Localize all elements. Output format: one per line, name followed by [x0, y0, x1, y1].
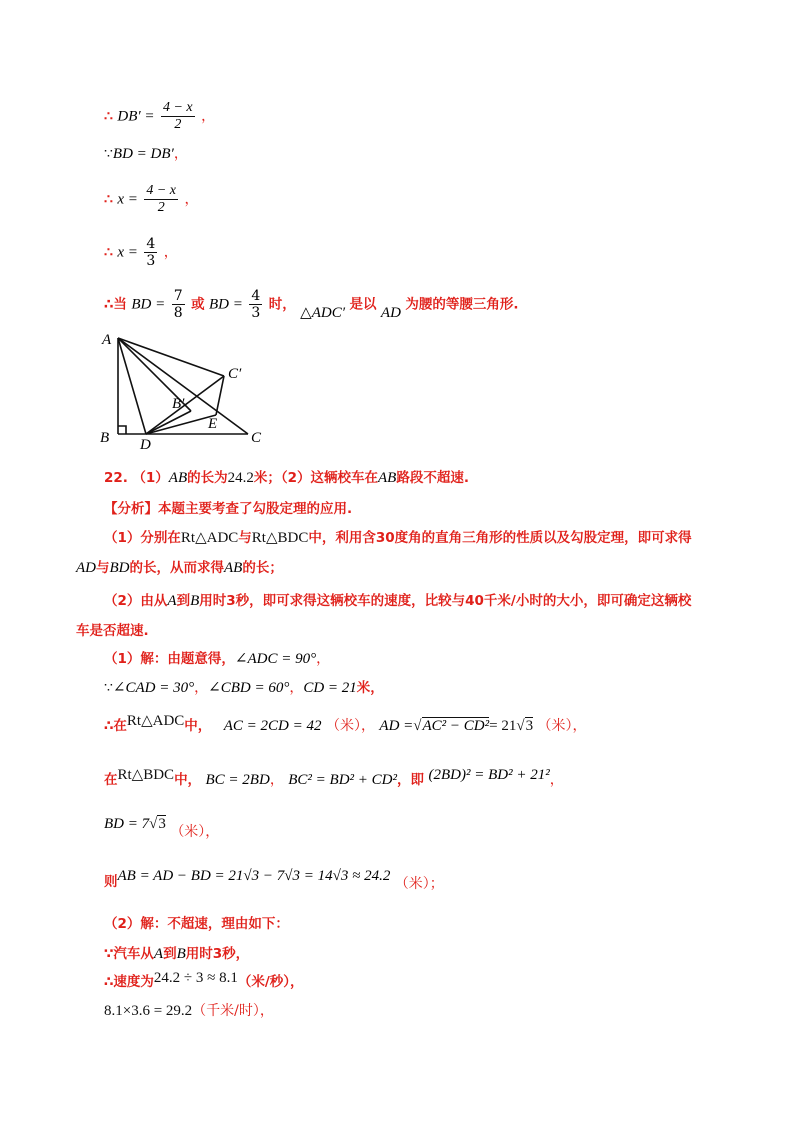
solution-r9: ∴速度为24.2 ÷ 3 ≈ 8.1（米/秒）， [104, 970, 304, 990]
step-x-value: ∴ x = $\frac{4}{3}$ ， [104, 236, 178, 269]
fraction: $\frac{4}{3}$ [251, 288, 261, 321]
analysis-step2: （2）由从A到B用时3秒，即可求得这辆校车的速度，比较与40千米/小时的大小，即可确定这辆校 [104, 593, 692, 609]
analysis-heading: 【分析】本题主要考查了勾股定理的应用. [104, 501, 353, 517]
label-B-prime: B′ [172, 396, 185, 412]
label-D: D [140, 437, 151, 450]
solution-r4: 在Rt△BDC中， BC = 2BD， BC² = BD² + CD²，即 (2BD)² = BD² + 21²， [104, 767, 564, 788]
step-db-prime: ∴ DB′ = $\frac{4 - x}{2}$ ， [104, 100, 216, 132]
solution-r5: BD = 7√3 （米）， [104, 816, 220, 840]
analysis-step1: （1）分别在Rt△ADC与Rt△BDC中，利用含30度角的直角三角形的性质以及勾股定理，即可求得 [104, 530, 692, 546]
conclusion-line: ∴当 BD = $\frac{7}{8}$ 或 BD = $\frac{4}{3}$ 时， △ADC′ 是以 AD 为腰的等腰三角形. [104, 288, 519, 321]
solution-r3: ∴在Rt△ADC中， AC = 2CD = 42 （米）， AD =√AC² − CD²= 21√3 （米）， [104, 713, 587, 734]
solution-r10: 8.1×3.6 = 29.2（千米/时）， [104, 1003, 274, 1019]
step-bd-eq: ∵BD = DB′， [104, 146, 188, 162]
label-E: E [208, 416, 218, 432]
solution-r8: ∵汽车从A到B用时3秒， [104, 946, 250, 962]
solution-r7: （2）解：不超速，理由如下： [104, 916, 289, 932]
label-B: B [100, 430, 110, 446]
solution-r1: （1）解：由题意得，∠ADC = 90°， [104, 651, 331, 667]
analysis-step1-cont: AD与BD的长，从而求得AB的长； [76, 560, 283, 576]
step-x-eq: ∴ x = $\frac{4 - x}{2}$ ， [104, 183, 199, 215]
fraction: $\frac{4 - x}{2}$ [162, 100, 193, 132]
fraction: $\frac{4}{3}$ [146, 236, 156, 269]
label-C-prime: C′ [228, 366, 242, 382]
fraction: $\frac{4 - x}{2}$ [146, 183, 177, 215]
solution-r6: 则AB = AD − BD = 21√3 − 7√3 = 14√3 ≈ 24.2 （米）； [104, 868, 444, 892]
label-A: A [102, 332, 112, 348]
analysis-step2-cont: 车是否超速. [76, 623, 149, 639]
geometry-figure [96, 328, 276, 450]
fraction: $\frac{7}{8}$ [173, 288, 183, 321]
label-C: C [251, 430, 262, 446]
q22-answer: 22. （1）AB的长为24.2米；（2）这辆校车在AB路段不超速. [104, 470, 469, 486]
solution-r2: ∵∠CAD = 30°，∠CBD = 60°，CD = 21米， [104, 680, 384, 696]
